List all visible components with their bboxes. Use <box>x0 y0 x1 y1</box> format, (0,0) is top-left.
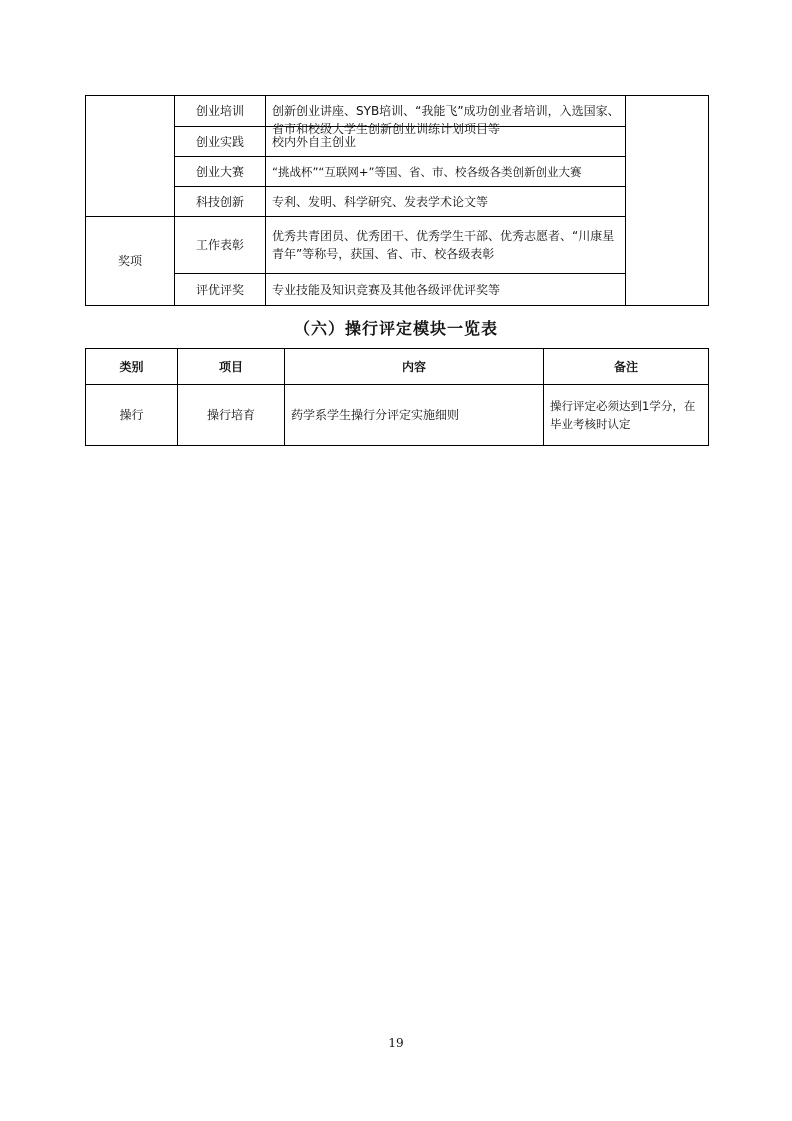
table-row-item: 创业培训 <box>195 104 244 118</box>
table-row-content: 专利、发明、科学研究、发表学术论文等 <box>272 194 489 209</box>
table-row-content: 优秀共青团员、优秀团干、优秀学生干部、优秀志愿者、“川康星青年”等称号，获国、省、市、校各级表彰 <box>272 229 615 261</box>
table-row-item: 科技创新 <box>195 194 244 209</box>
table-row-item: 创业大赛 <box>195 164 244 179</box>
header-category: 类别 <box>119 359 144 374</box>
table-row-content: 校内外自主创业 <box>272 134 357 149</box>
table-row-item: 创业实践 <box>195 134 244 149</box>
category-label: 奖项 <box>117 254 142 268</box>
category-cell <box>86 217 174 305</box>
section-title: （六）操行评定模块一览表 <box>293 319 498 338</box>
table-row-content: “挑战杯”“互联网+”等国、省、市、校各级各类创新创业大赛 <box>272 164 582 179</box>
page-number: 19 <box>388 1036 404 1050</box>
row-category: 操行 <box>119 408 144 422</box>
row-content: 药学系学生操行分评定实施细则 <box>291 408 460 422</box>
table-row-content: 创新创业讲座、SYB培训、“我能飞”成功创业者培训，入选国家、省市和校级大学生创新创业训练计划项目等 <box>272 104 620 136</box>
header-note: 备注 <box>613 359 638 374</box>
table-row-item: 评优评奖 <box>195 282 244 297</box>
header-item: 项目 <box>218 359 243 374</box>
table-row-content: 专业技能及知识竞赛及其他各级评优评奖等 <box>272 282 501 297</box>
row-item: 操行培育 <box>206 408 255 422</box>
header-content: 内容 <box>401 359 426 374</box>
table-row-item: 工作表彰 <box>195 238 244 252</box>
row-note: 操行评定必须达到1学分，在毕业考核时认定 <box>550 399 696 431</box>
